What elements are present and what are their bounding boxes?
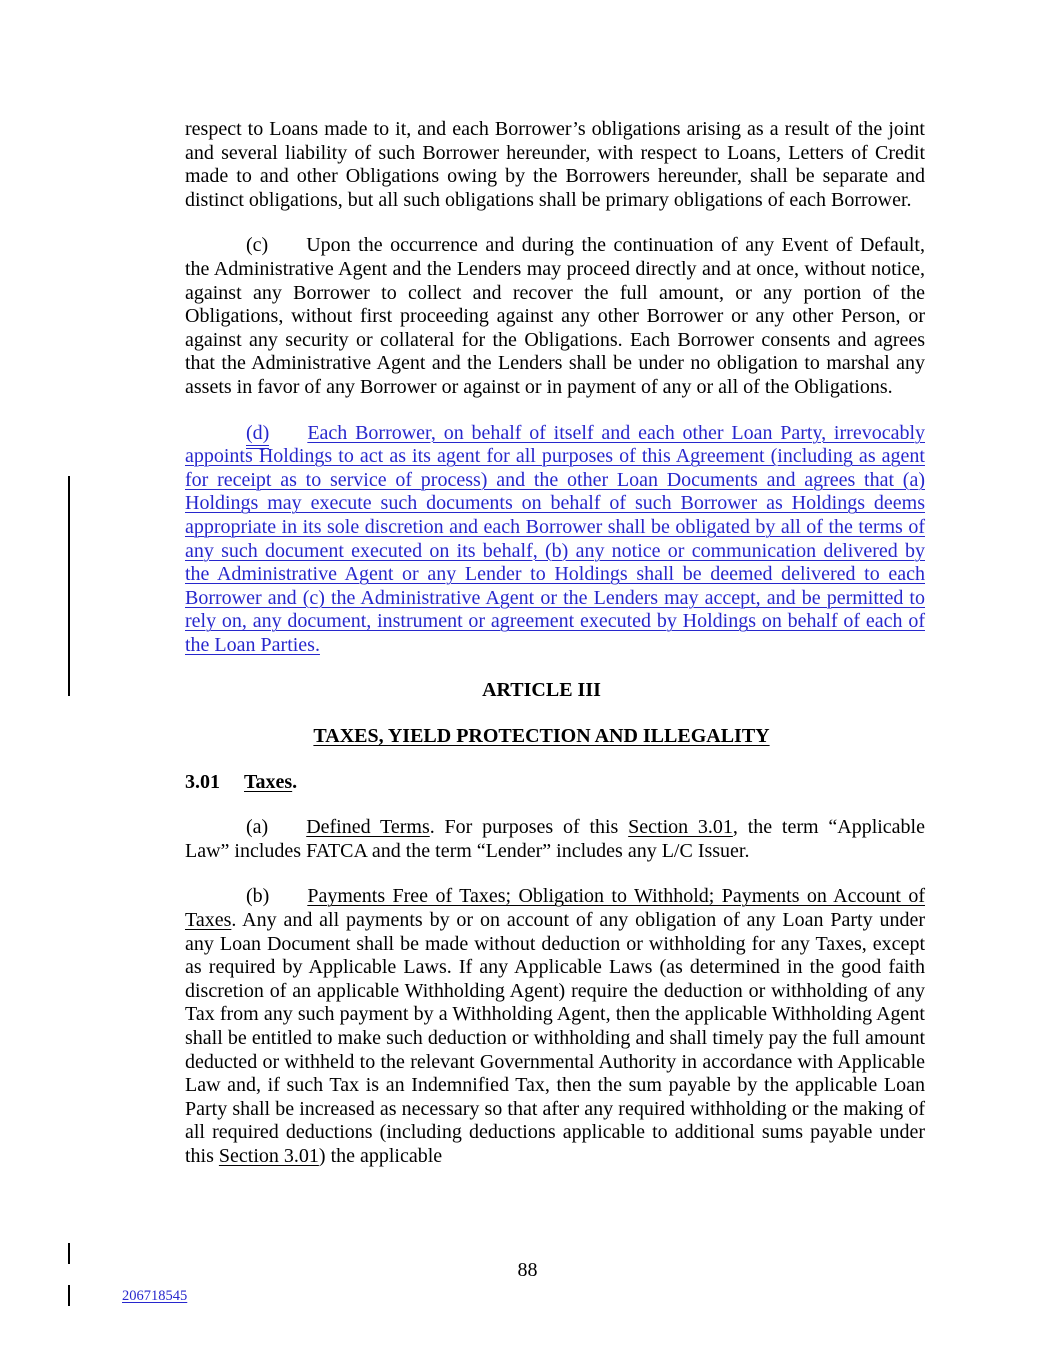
paragraph-a	[185, 816, 925, 863]
paragraph-b-text-end: ) the applicable	[318, 1144, 443, 1167]
paragraph-c	[185, 234, 925, 399]
article-title: TAXES, YIELD PROTECTION AND ILLEGALITY	[313, 725, 770, 748]
article-heading: ARTICLE III	[482, 679, 601, 702]
section-title-suffix: .	[292, 770, 298, 793]
paragraph-c-label: (c)	[246, 234, 269, 257]
article-title-line	[158, 725, 925, 749]
paragraph-continuation-text: respect to Loans made to it, and each Borrower’s obligations arising as a result of the joint and several liability of such Borrower hereunder, with respect to Loans, Letters of Credit made to and other Obligations owing by the Borrowers hereunder, shall be separate and distinct obligations, but all such obligations shall be primary obligations of each Borrower.	[185, 118, 925, 211]
section-title: Taxes	[244, 770, 293, 793]
change-bar-paragraph-d	[68, 476, 70, 696]
paragraph-a-text-end: , the term “Applicable Law” includes FATCA and the term “Lender” includes any L/C Issuer.	[185, 816, 925, 862]
document-body	[185, 118, 925, 1191]
paragraph-d-inserted	[185, 422, 925, 658]
section-heading	[185, 771, 925, 795]
page-number: 88	[517, 1259, 538, 1281]
paragraph-c-text: Upon the occurrence and during the continuation of any Event of Default, the Administrative Agent and the Lenders may proceed directly and at once, without notice, against any Borrower to collect and recover the full amount, or any portion of the Obligations, without first proceeding against any other Borrower or any other Person, or against any security or collateral for the Obligations. Each Borrower consents and agrees that the Administrative Agent and the Lenders shall be under no obligation to marshal any assets in favor of any Borrower or against or in payment of any or all of the Obligations.	[185, 234, 925, 398]
paragraph-a-label: (a)	[246, 816, 269, 839]
paragraph-b-heading: Payments Free of Taxes; Obligation to Withhold; Payments on Account of Taxes	[185, 885, 925, 932]
section-number: 3.01	[185, 770, 220, 793]
paragraph-b-label: (b)	[246, 885, 270, 908]
paragraph-d-label: (d)	[246, 422, 269, 449]
paragraph-b	[185, 885, 925, 1168]
paragraph-a-section-ref: Section 3.01	[628, 816, 733, 839]
change-bar-footer-2	[68, 1285, 70, 1306]
paragraph-b-text: . Any and all payments by or on account of any obligation of any Loan Party under any Loan Document shall be made without deduction or withholding for any Taxes, except as required by Applicable Laws. If any Applicable Laws (as determined in the good faith discretion of an applicable Withholding Agent) require the deduction or withholding of any Tax from any such payment by a Withholding Agent, then the applicable Withholding Agent shall be entitled to make such deduction or withholding and shall timely pay the full amount deducted or withheld to the relevant Governmental Authority in accordance with Applicable Law and, if such Tax is an Indemnified Tax, then the sum payable by the applicable Loan Party shall be increased as necessary so that after any required withholding or the making of all required deductions (including deductions applicable to additional sums payable under this	[185, 909, 925, 1167]
paragraph-d-inserted-text: Each Borrower, on behalf of itself and each other Loan Party, irrevocably appoints Holdings to act as its agent for all purposes of this Agreement (including as agent for receipt as to service of process) and the other Loan Documents and agrees that (a) Holdings may execute such documents on behalf of such Borrower as Holdings deems appropriate in its sole discretion and each Borrower shall be obligated by all of the terms of any such document executed on its behalf, (b) any notice or communication delivered by the Administrative Agent or any Lender to Holdings shall be deemed delivered to each Borrower and (c) the Administrative Agent or the Lenders may accept, and be permitted to rely on, any document, instrument or agreement executed by Holdings on behalf of each of the Loan Parties.	[185, 421, 925, 656]
doc-id-link[interactable]: 206718545	[122, 1288, 188, 1304]
paragraph-a-defined-terms: Defined Terms	[306, 816, 430, 839]
paragraph-a-text: . For purposes of this	[429, 816, 629, 839]
paragraph-b-section-ref: Section 3.01	[218, 1144, 319, 1167]
paragraph-continuation	[185, 118, 925, 212]
